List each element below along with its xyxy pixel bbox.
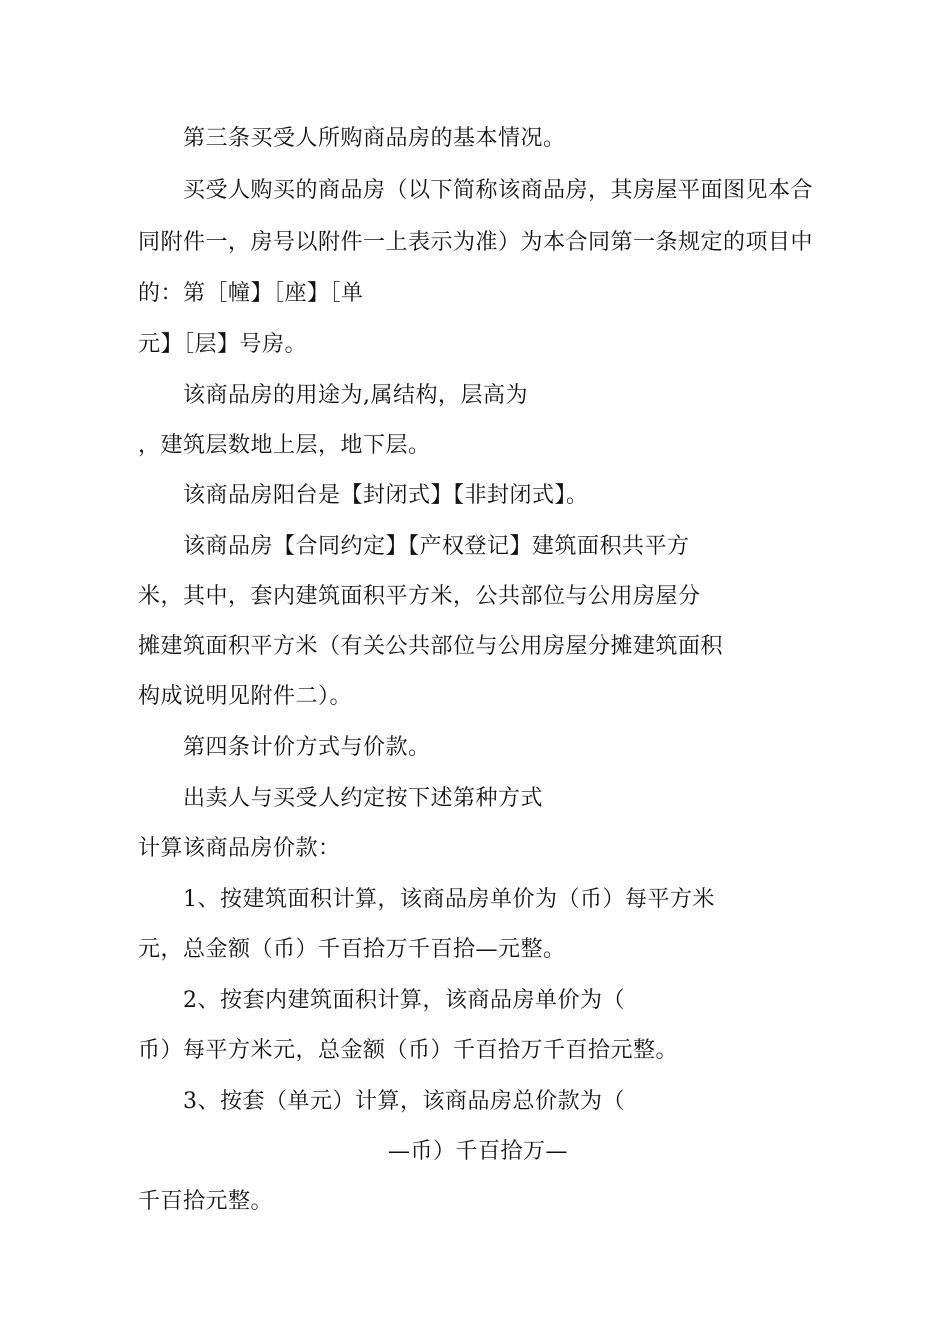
article-4-heading: 第四条计价方式与价款。 bbox=[183, 735, 431, 760]
paragraph-line: ，建筑层数地上层，地下层。 bbox=[138, 433, 431, 458]
pricing-option-1: 1、按建筑面积计算，该商品房单价为（币）每平方米 bbox=[183, 887, 715, 912]
paragraph-line: 该商品房的用途为,属结构，层高为 bbox=[183, 383, 528, 408]
paragraph-line: 该商品房阳台是【封闭式】【非封闭式】。 bbox=[183, 483, 589, 508]
paragraph-line: 出卖人与买受人约定按下述第种方式 bbox=[183, 786, 544, 811]
paragraph-line: 币）每平方米元，总金额（币）千百拾万千百拾元整。 bbox=[138, 1038, 679, 1063]
paragraph-line: 米，其中，套内建筑面积平方米，公共部位与公用房屋分 bbox=[138, 584, 701, 609]
paragraph-line: 计算该商品房价款： bbox=[138, 836, 341, 861]
paragraph-line: 摊建筑面积平方米（有关公共部位与公用房屋分摊建筑面积 bbox=[138, 634, 724, 659]
article-3-heading: 第三条买受人所购商品房的基本情况。 bbox=[183, 126, 566, 151]
pricing-option-2: 2、按套内建筑面积计算，该商品房单价为（ bbox=[183, 988, 625, 1013]
pricing-option-3: 3、按套（单元）计算，该商品房总价款为（ bbox=[183, 1089, 625, 1114]
paragraph-line: 千百拾元整。 bbox=[138, 1189, 274, 1214]
paragraph-line: 买受人购买的商品房（以下简称该商品房，其房屋平面图见本合 bbox=[183, 178, 814, 203]
paragraph-line: 构成说明见附件二）。 bbox=[138, 684, 353, 709]
paragraph-line: 该商品房【合同约定】【产权登记】建筑面积共平方 bbox=[183, 534, 690, 559]
paragraph-line: 元】［层】号房。 bbox=[138, 332, 308, 357]
paragraph-line: —币）千百拾万— bbox=[388, 1139, 569, 1164]
paragraph-line: 的：第［幢】［座】［单 bbox=[138, 281, 364, 306]
paragraph-line: 同附件一，房号以附件一上表示为准）为本合同第一条规定的项目中 bbox=[138, 230, 814, 255]
paragraph-line: 元，总金额（币）千百拾万千百拾—元整。 bbox=[138, 937, 566, 962]
